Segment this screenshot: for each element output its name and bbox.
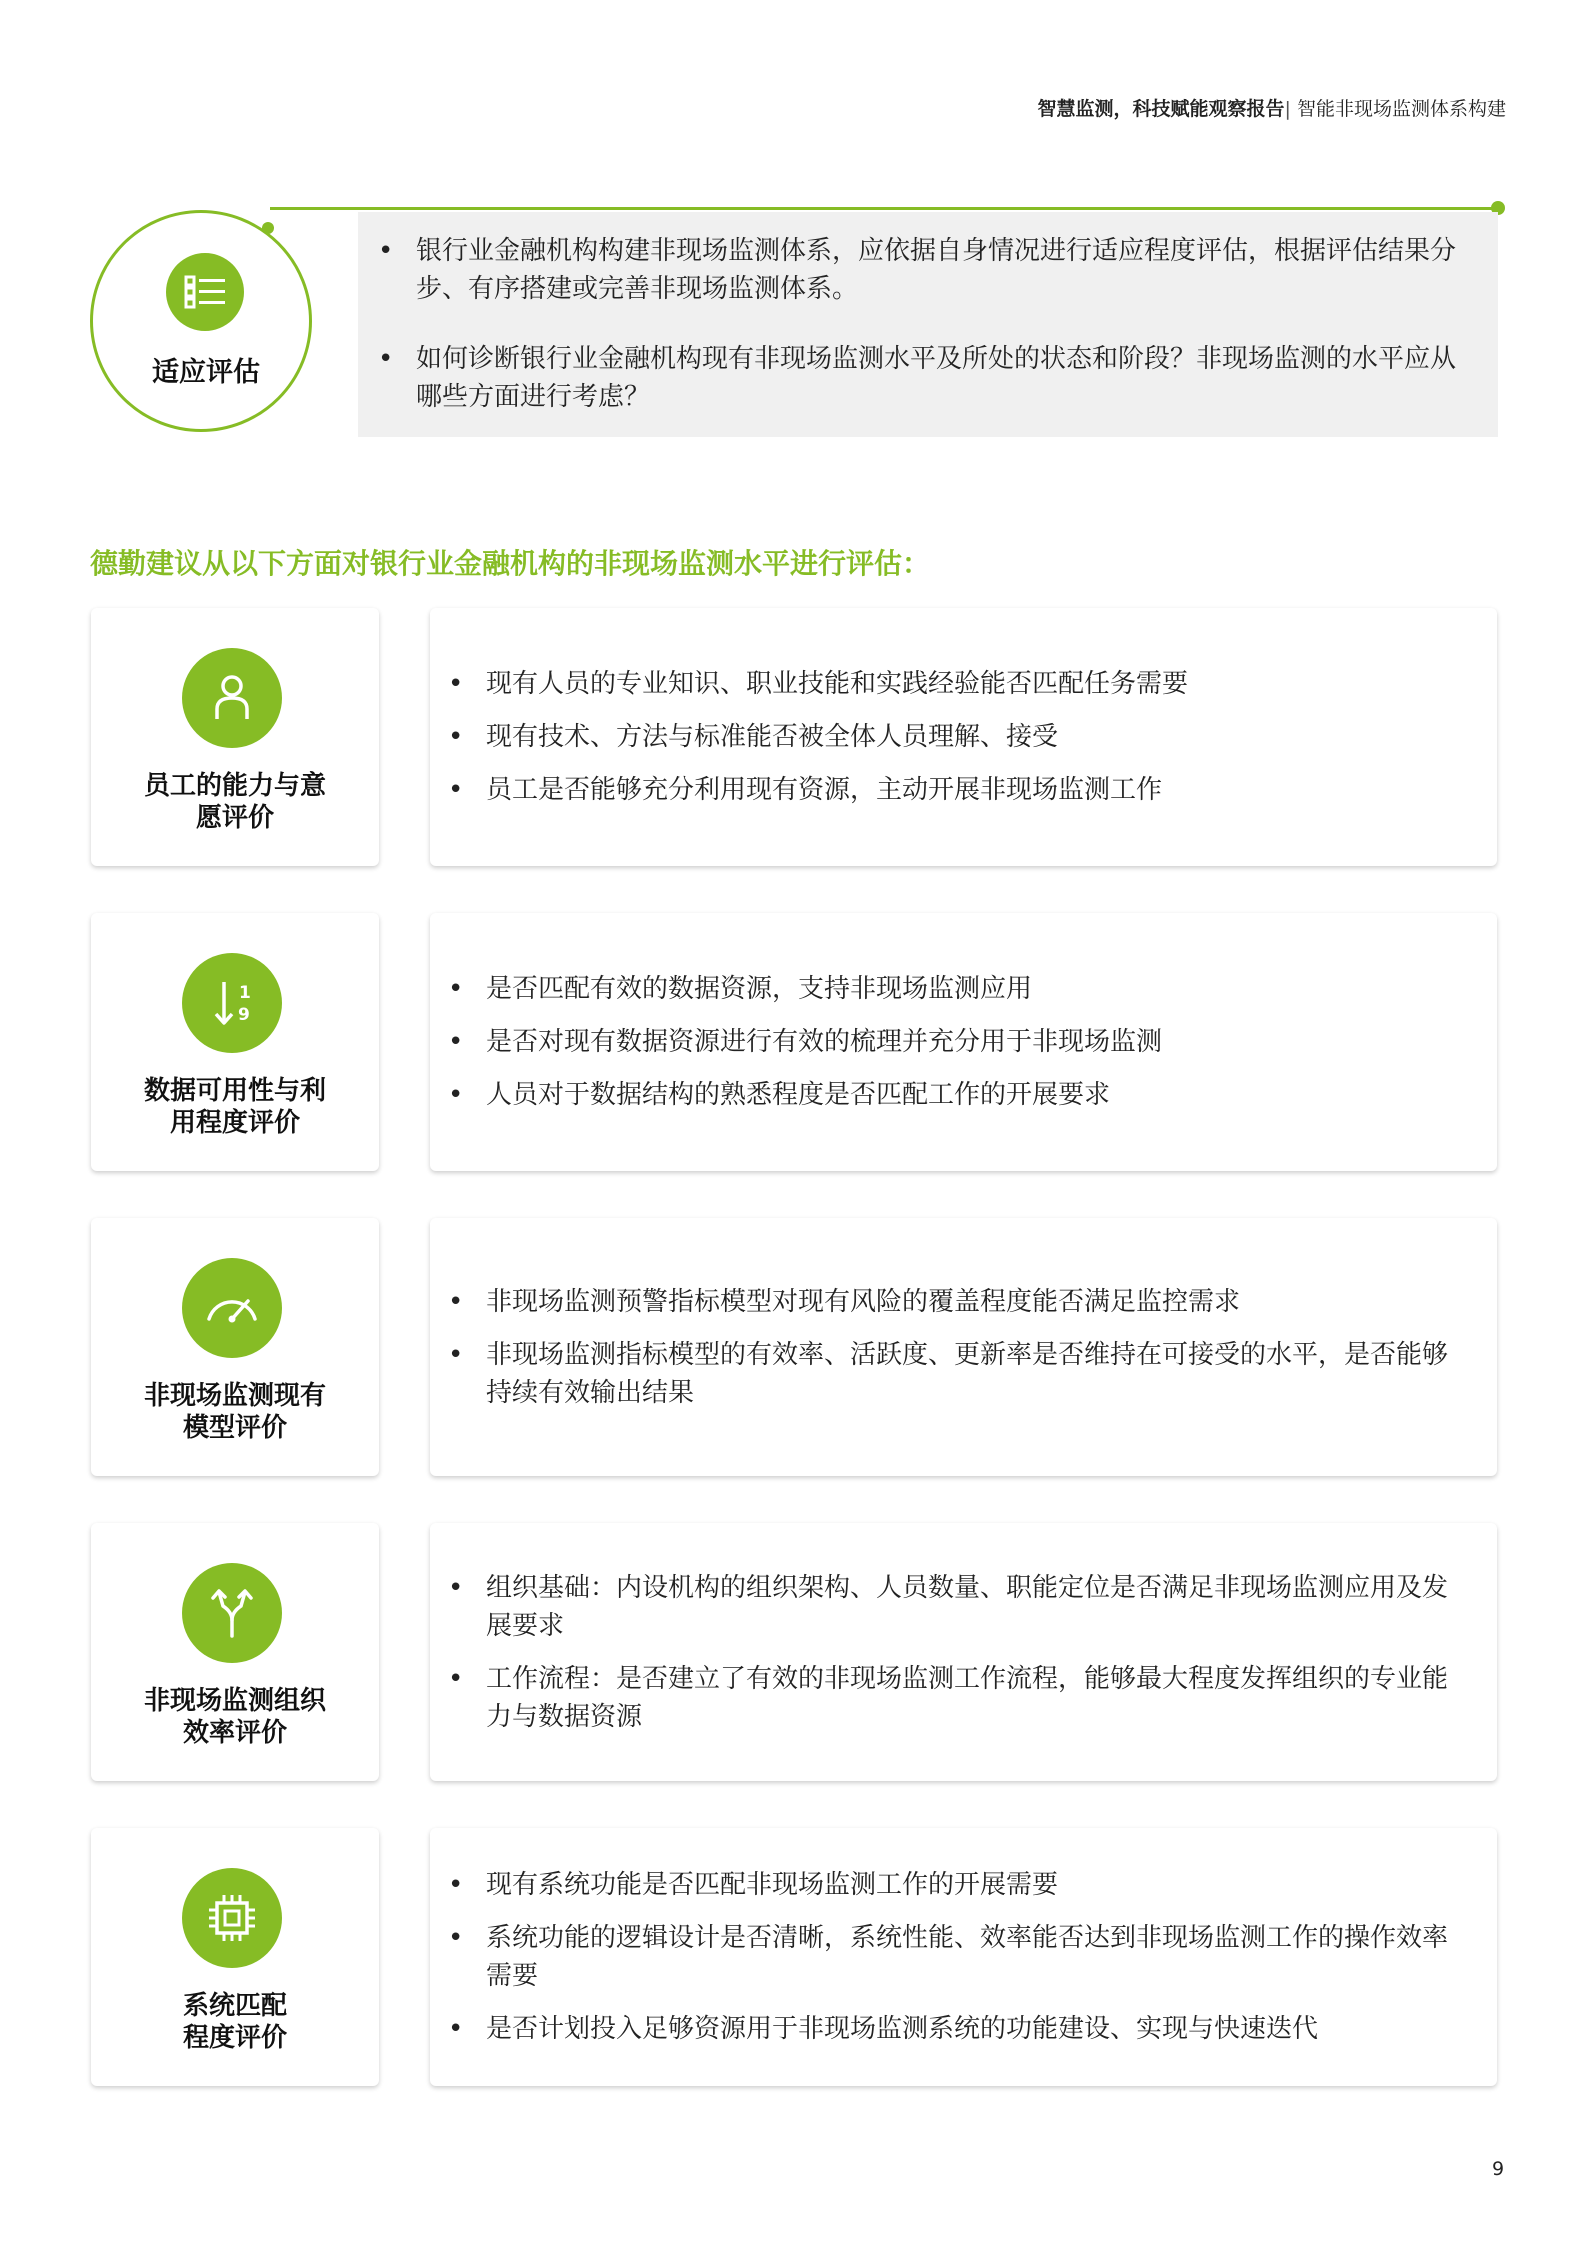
card-title [101, 1990, 369, 2054]
criteria-detail-model [430, 1218, 1497, 1476]
split-arrows-icon [182, 1563, 282, 1663]
intro-ring-dot [262, 222, 274, 234]
running-header [1038, 94, 1506, 121]
criteria-detail-data [430, 913, 1497, 1171]
card-bullet: • 员工是否能够充分利用现有资源，主动开展非现场监测工作 [448, 771, 1457, 809]
intro-title: 适应评估 [152, 357, 260, 388]
intro-bullet: • 如何诊断银行业金融机构现有非现场监测水平及所处的状态和阶段？非现场监测的水平应从哪些方面进行考虑？ [378, 340, 1468, 416]
card-title-line: 数据可用性与利 用程度评价 [143, 1076, 326, 1138]
svg-text:9: 9 [238, 1005, 250, 1025]
chip-icon [182, 1868, 282, 1968]
card-bullet: • 现有系统功能是否匹配非现场监测工作的开展需要 [448, 1866, 1457, 1904]
card-bullet: • 现有技术、方法与标准能否被全体人员理解、接受 [448, 718, 1457, 756]
section-title: 智能非现场监测体系构建 [1290, 98, 1506, 120]
card-bullet: • 非现场监测指标模型的有效率、活跃度、更新率是否维持在可接受的水平，是否能够持续有效输出结果 [448, 1336, 1457, 1412]
criteria-card-staff [91, 608, 379, 866]
criteria-detail-staff [430, 608, 1497, 866]
intro-panel [358, 212, 1498, 437]
card-bullet: • 是否匹配有效的数据资源，支持非现场监测应用 [448, 970, 1457, 1008]
card-title [101, 770, 369, 834]
list-icon [166, 253, 244, 331]
card-title [101, 1380, 369, 1444]
card-bullet: • 系统功能的逻辑设计是否清晰，系统性能、效率能否达到非现场监测工作的操作效率需要 [448, 1919, 1457, 1995]
card-bullet: • 现有人员的专业知识、职业技能和实践经验能否匹配任务需要 [448, 665, 1457, 703]
card-bullet: • 工作流程：是否建立了有效的非现场监测工作流程，能够最大程度发挥组织的专业能力与数据资源 [448, 1660, 1457, 1736]
card-bullets [448, 955, 1457, 1129]
card-bullet: • 组织基础：内设机构的组织架构、人员数量、职能定位是否满足非现场监测应用及发展要求 [448, 1569, 1457, 1645]
card-bullet: • 是否对现有数据资源进行有效的梳理并充分用于非现场监测 [448, 1023, 1457, 1061]
criteria-card-system [91, 1828, 379, 2086]
header-separator: | [1284, 98, 1291, 120]
card-bullets [448, 1851, 1457, 2063]
card-bullet: • 人员对于数据结构的熟悉程度是否匹配工作的开展要求 [448, 1076, 1457, 1114]
criteria-card-data [91, 913, 379, 1171]
gauge-icon [182, 1258, 282, 1358]
card-title-line: 系统匹配 程度评价 [182, 1991, 287, 2053]
criteria-detail-organization [430, 1523, 1497, 1781]
card-bullets [448, 1268, 1457, 1427]
intro-bullet: • 银行业金融机构构建非现场监测体系，应依据自身情况进行适应程度评估，根据评估结果分步、有序搭建或完善非现场监测体系。 [378, 232, 1468, 308]
accent-line [270, 207, 1495, 210]
card-title [101, 1075, 369, 1139]
card-title-line: 非现场监测现有 模型评价 [143, 1381, 326, 1443]
person-icon [182, 648, 282, 748]
criteria-detail-system [430, 1828, 1497, 2086]
card-title-line: 非现场监测组织 效率评价 [143, 1686, 326, 1748]
card-bullets [448, 650, 1457, 824]
sort-numeric-icon [182, 953, 282, 1053]
svg-text:1: 1 [239, 983, 251, 1003]
section-subheading: 德勤建议从以下方面对银行业金融机构的非现场监测水平进行评估： [90, 547, 931, 580]
card-title-line: 员工的能力与意 愿评价 [143, 771, 326, 833]
intro-bullets [378, 232, 1468, 416]
card-title [101, 1685, 369, 1749]
criteria-card-model [91, 1218, 379, 1476]
card-bullet: • 是否计划投入足够资源用于非现场监测系统的功能建设、实现与快速迭代 [448, 2010, 1457, 2048]
card-bullet: • 非现场监测预警指标模型对现有风险的覆盖程度能否满足监控需求 [448, 1283, 1457, 1321]
card-bullets [448, 1554, 1457, 1751]
page-number: 9 [1492, 2158, 1505, 2180]
criteria-card-organization [91, 1523, 379, 1781]
report-title: 智慧监测，科技赋能观察报告 [1037, 98, 1285, 120]
